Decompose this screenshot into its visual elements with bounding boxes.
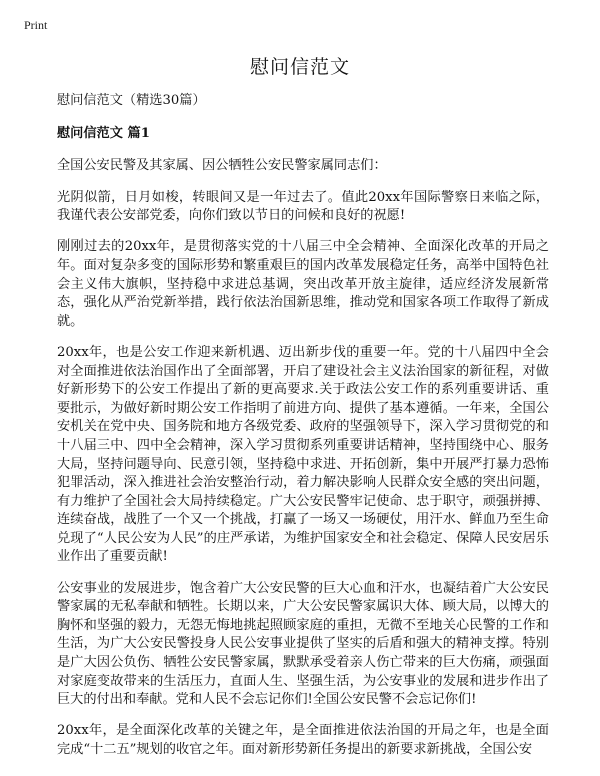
section-heading: 慰问信范文 篇1 [57,125,150,141]
salutation: 全国公安民警及其家属、因公牺牲公安民警家属同志们： [57,158,387,174]
document-title: 慰问信范文 [249,56,350,78]
paragraph-2: 刚刚过去的20xx年，是贯彻落实党的十八届三中全会精神、全面深化改革的开局之年。面对复杂多变的国际形势和繁重艰巨的国内改革发展稳定任务，高举中国特色社会主义伟大旗帜，坚持稳中求进总基调，突出改革开放主旋律，适应经济发展新常态，强化从严治党新举措，践行依法治国新思维，推动党和国家各项工作取得了新成就。 [57,239,549,329]
document-body [57,92,549,772]
paragraph-3: 20xx年，也是公安工作迎来新机遇、迈出新步伐的重要一年。党的十八届四中全会对全面推进依法治国作出了全面部署，开启了建设社会主义法治国家的新征程，对做好新形势下的公安工作提出了新的更高要求.关于政法公安工作的系列重要讲话、重要批示，为做好新时期公安工作指明了前进方向、提供了基本遵循。一年来，全国公安机关在党中央、国务院和地方各级党委、政府的坚强领导下，深入学习贯彻党的和十八届三中、四中全会精神，深入学习贯彻系列重要讲话精神，坚持围绕中心、服务大局，坚持问题导向、民意引领，坚持稳中求进、开拓创新，集中开展严打暴力恐怖犯罪活动，深入推进社会治安整治行动，着力解决影响人民群众安全感的突出问题，有力维护了全国社会大局持续稳定。广大公安民警牢记使命、忠于职守，顽强拼搏、连续奋战，战胜了一个又一个挑战，打赢了一场又一场硬仗，用汗水、鲜血乃至生命兑现了“人民公安为人民”的庄严承诺，为维护国家安全和社会稳定、保障人民安居乐业作出了重要贡献! [57,344,549,565]
print-label: Print [24,18,48,32]
paragraph-4: 公安事业的发展进步，饱含着广大公安民警的巨大心血和汗水，也凝结着广大公安民警家属的无私奉献和牺牲。长期以来，广大公安民警家属识大体、顾大局，以博大的胸怀和坚强的毅力，无怨无悔地挑起照顾家庭的重担，无微不至地关心民警的工作和生活，为广大公安民警投身人民公安事业提供了坚实的后盾和强大的精神支撑。特别是广大因公负伤、牺牲公安民警家属，默默承受着亲人伤亡带来的巨大伤痛，顽强面对家庭变故带来的生活压力，直面人生、坚强生活，为公安事业的发展和进步作出了巨大的付出和奉献。党和人民不会忘记你们!全国公安民警不会忘记你们! [57,580,549,708]
document-subtitle: 慰问信范文（精选30篇） [57,93,206,108]
paragraph-5: 20xx年，是全面深化改革的关键之年，是全面推进依法治国的开局之年，也是全面完成“十二五”规划的收官之年。面对新形势新任务提出的新要求新挑战，全国公安 [57,723,549,757]
paragraph-1: 光阴似箭，日月如梭，转眼间又是一年过去了。值此20xx年国际警察日来临之际，我谨代表公安部党委，向你们致以节日的问候和良好的祝愿! [57,189,549,224]
